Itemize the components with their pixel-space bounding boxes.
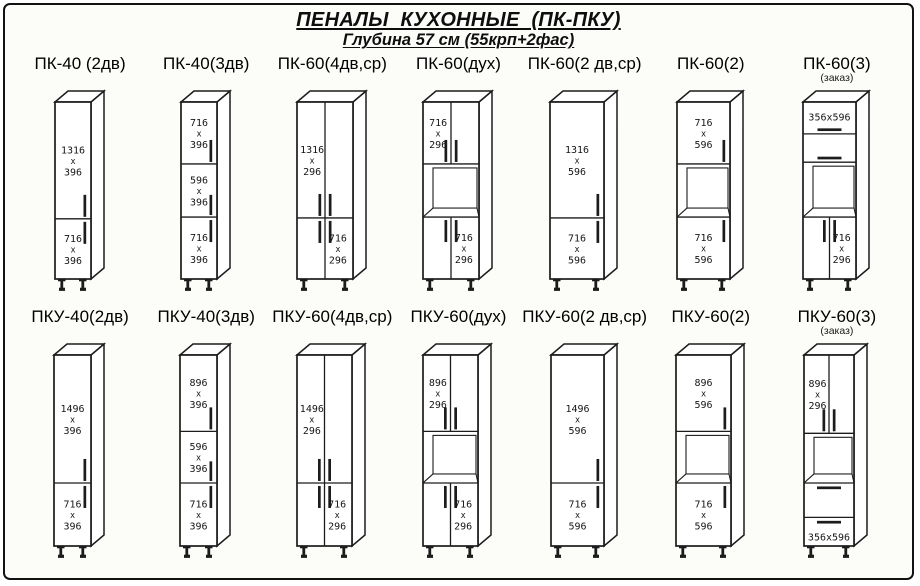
door-handle bbox=[723, 486, 726, 508]
cabinet-foot bbox=[554, 288, 560, 291]
dimension-label: 396 bbox=[63, 425, 82, 437]
dimension-label: 296 bbox=[429, 139, 448, 151]
door-handle bbox=[209, 140, 212, 162]
cabinet-top-face bbox=[423, 91, 492, 102]
cabinet-label: ПК-60(4дв,ср) bbox=[277, 53, 387, 73]
dimension-label: 1496 bbox=[565, 403, 590, 415]
dimension-label: 296 bbox=[808, 401, 827, 413]
dimension-label: 716 bbox=[189, 232, 208, 244]
cabinet-top-face bbox=[551, 344, 617, 355]
cabinet-foot bbox=[303, 548, 306, 555]
dimension-label: 896 bbox=[189, 378, 208, 390]
cabinet-foot bbox=[429, 548, 432, 555]
dimension-label: 596 bbox=[568, 255, 587, 267]
dimension-label: 1316 bbox=[60, 145, 85, 157]
dimension-label: 296 bbox=[303, 425, 322, 437]
cabinet-foot bbox=[185, 288, 191, 291]
cabinet-label-block bbox=[798, 308, 876, 341]
dimension-label: 716 bbox=[189, 117, 208, 129]
cabinet-foot bbox=[427, 555, 433, 558]
cabinet-foot bbox=[843, 555, 849, 558]
cabinet-drawing bbox=[52, 341, 108, 565]
door-handle bbox=[817, 521, 841, 524]
dimension-label: 716 bbox=[454, 499, 473, 511]
row-pk-cabinets bbox=[5, 55, 912, 298]
cabinet-label-block bbox=[34, 55, 125, 88]
cabinet-foot bbox=[426, 279, 434, 281]
cabinet-pk-60-4dv-sr bbox=[269, 55, 395, 298]
cabinet-foot bbox=[300, 546, 308, 548]
cabinet-sublabel: (заказ) bbox=[820, 71, 854, 84]
dimension-label: 396 bbox=[189, 400, 208, 412]
dimension-label: 596 bbox=[189, 442, 208, 454]
cabinet-label: ПК-60(дух) bbox=[416, 53, 501, 73]
cabinet-drawing bbox=[548, 88, 621, 298]
dimension-label: х bbox=[574, 510, 580, 521]
cabinet-foot bbox=[343, 548, 346, 555]
door-handle bbox=[444, 486, 447, 508]
cabinet-label: ПКУ-60(2 дв,ср) bbox=[522, 306, 648, 326]
dimension-label: х bbox=[815, 390, 821, 401]
cabinet-pk-60-2dv-sr bbox=[522, 55, 648, 298]
cabinet-foot bbox=[554, 546, 562, 548]
cabinet-top-face bbox=[423, 344, 491, 355]
cabinet-label: ПКУ-40(2дв) bbox=[31, 306, 129, 326]
door-handle bbox=[210, 461, 213, 481]
cabinet-foot bbox=[721, 548, 724, 555]
cabinet-label: ПКУ-60(4дв,ср) bbox=[272, 306, 393, 326]
cabinet-foot bbox=[342, 288, 348, 291]
cabinet-side-face bbox=[730, 91, 743, 279]
door-handle bbox=[444, 220, 447, 242]
dimension-label: 396 bbox=[63, 255, 82, 267]
cabinet-side-face bbox=[217, 344, 230, 546]
cabinet-pk-40-2dv bbox=[17, 55, 143, 298]
dimension-label: 716 bbox=[454, 232, 473, 244]
door-handle bbox=[723, 407, 726, 429]
dimension-label: 296 bbox=[302, 166, 321, 178]
cabinet-foot bbox=[340, 546, 348, 548]
door-handle bbox=[833, 409, 836, 431]
cabinet-foot bbox=[719, 546, 727, 548]
door-handle bbox=[210, 407, 213, 429]
cabinet-drawing bbox=[421, 88, 496, 298]
dimension-label: 716 bbox=[328, 233, 347, 245]
cabinet-side-face bbox=[217, 91, 230, 279]
cabinet-foot bbox=[341, 279, 349, 281]
dimension-label: х bbox=[196, 244, 202, 255]
dimension-label: 296 bbox=[454, 254, 473, 266]
cabinet-drawing bbox=[178, 341, 234, 565]
dimension-label: 296 bbox=[832, 254, 851, 266]
door-handle bbox=[596, 459, 599, 481]
cabinet-label: ПКУ-60(2) bbox=[671, 306, 750, 326]
cabinet-foot bbox=[720, 555, 726, 558]
cabinet-pku-60-3 bbox=[774, 308, 900, 565]
cabinet-foot bbox=[80, 288, 86, 291]
cabinet-label-block bbox=[803, 55, 870, 88]
cabinet-top-face bbox=[550, 91, 617, 102]
dimension-label: 1496 bbox=[300, 403, 325, 415]
cabinet-side-face bbox=[91, 91, 104, 279]
dimension-label: 896 bbox=[808, 379, 827, 391]
dimension-label: х bbox=[435, 389, 441, 400]
cabinet-label-block bbox=[522, 308, 647, 341]
dimension-label: 896 bbox=[694, 378, 713, 390]
dimension-label: 396 bbox=[189, 464, 208, 476]
dimension-label: 1496 bbox=[60, 403, 85, 415]
dimension-label: 716 bbox=[328, 499, 347, 511]
door-handle bbox=[209, 220, 212, 242]
dimension-label: 296 bbox=[328, 255, 347, 267]
cabinet-side-face bbox=[856, 91, 869, 279]
cabinet-foot bbox=[679, 546, 687, 548]
cabinet-foot bbox=[593, 555, 599, 558]
dimension-label: 596 bbox=[694, 139, 713, 151]
cabinet-label-block bbox=[677, 55, 744, 88]
cabinet-foot bbox=[80, 555, 86, 558]
cabinet-foot bbox=[553, 279, 561, 281]
door-handle bbox=[823, 409, 826, 431]
dimension-label: 396 bbox=[63, 521, 82, 533]
dimension-label: 356х596 bbox=[808, 532, 851, 544]
cabinet-foot bbox=[681, 548, 684, 555]
dimension-label: х bbox=[196, 129, 202, 140]
cabinet-foot bbox=[680, 279, 688, 281]
door-handle bbox=[823, 220, 826, 242]
cabinet-foot bbox=[556, 548, 559, 555]
cabinet-foot bbox=[79, 546, 87, 548]
dimension-label: 716 bbox=[832, 232, 851, 244]
cabinet-side-face bbox=[353, 91, 366, 279]
door-handle bbox=[209, 195, 212, 215]
cabinet-side-face bbox=[352, 344, 365, 546]
cabinet-pk-40-3dv bbox=[143, 55, 269, 298]
cabinet-foot bbox=[808, 555, 814, 558]
cabinet-foot bbox=[57, 546, 65, 548]
cabinet-foot bbox=[207, 281, 210, 288]
door-handle bbox=[817, 128, 841, 131]
dimension-label: 356х596 bbox=[808, 112, 851, 124]
cabinet-drawing bbox=[801, 88, 873, 298]
dimension-label: 596 bbox=[694, 254, 713, 266]
dimension-label: 296 bbox=[454, 521, 473, 533]
cabinet-top-face bbox=[677, 91, 743, 102]
cabinet-drawing bbox=[295, 88, 370, 298]
cabinet-foot bbox=[595, 281, 598, 288]
cabinet-foot bbox=[718, 279, 726, 281]
door-handle bbox=[596, 486, 599, 508]
cabinet-drawing bbox=[549, 341, 621, 565]
cabinet-top-face bbox=[297, 344, 365, 355]
dimension-label: х bbox=[196, 186, 202, 197]
cabinet-foot bbox=[205, 279, 213, 281]
page-title: ПЕНАЛЫ КУХОННЫЕ (ПК-ПКУ) bbox=[296, 9, 621, 31]
cabinet-foot bbox=[301, 288, 307, 291]
catalog-page bbox=[3, 3, 914, 580]
cabinet-drawing bbox=[53, 88, 108, 298]
cabinet-foot bbox=[810, 548, 813, 555]
cabinet-side-face bbox=[604, 91, 617, 279]
dimension-label: х bbox=[574, 244, 580, 255]
dimension-label: 396 bbox=[189, 197, 208, 209]
door-handle bbox=[329, 459, 332, 481]
cabinet-label: ПК-60(2) bbox=[677, 53, 745, 73]
cabinet-pk-60-2 bbox=[648, 55, 774, 298]
cabinet-label-block bbox=[411, 308, 507, 341]
cabinet-foot bbox=[592, 279, 600, 281]
cabinet-foot bbox=[467, 555, 473, 558]
door-handle bbox=[817, 486, 841, 489]
door-handle bbox=[318, 459, 321, 481]
cabinet-foot bbox=[184, 279, 192, 281]
cabinet-foot bbox=[186, 548, 189, 555]
dimension-label: 716 bbox=[694, 117, 713, 129]
door-handle bbox=[597, 221, 600, 243]
cabinet-foot bbox=[428, 281, 431, 288]
door-handle bbox=[210, 486, 213, 508]
cabinet-side-face bbox=[479, 91, 492, 279]
cabinet-label-block bbox=[528, 55, 642, 88]
cabinet-foot bbox=[682, 281, 685, 288]
cabinet-side-face bbox=[478, 344, 491, 546]
dimension-label: х bbox=[574, 156, 580, 167]
cabinet-foot bbox=[427, 288, 433, 291]
dimension-label: х bbox=[309, 156, 315, 167]
cabinet-sublabel: (заказ) bbox=[820, 324, 854, 337]
cabinet-foot bbox=[60, 281, 63, 288]
cabinet-foot bbox=[343, 281, 346, 288]
door-handle bbox=[83, 195, 86, 217]
cabinet-label: ПКУ-60(дух) bbox=[410, 306, 507, 326]
cabinet-label-block bbox=[416, 55, 501, 88]
dimension-label: 1316 bbox=[565, 144, 590, 156]
cabinet-foot bbox=[845, 288, 851, 291]
cabinet-foot bbox=[808, 281, 811, 288]
cabinet-foot bbox=[469, 548, 472, 555]
cabinet-side-face bbox=[91, 344, 104, 546]
dimension-label: х bbox=[309, 415, 315, 426]
door-handle bbox=[84, 486, 87, 508]
cabinet-foot bbox=[302, 281, 305, 288]
cabinet-foot bbox=[186, 281, 189, 288]
cabinet-pku-60-4dv-sr bbox=[269, 308, 395, 565]
cabinet-label: ПКУ-60(3) bbox=[797, 306, 877, 326]
cabinet-drawing bbox=[179, 88, 234, 298]
door-handle bbox=[318, 194, 321, 216]
cabinet-top-face bbox=[297, 91, 366, 102]
dimension-label: 716 bbox=[63, 233, 82, 245]
cabinet-foot bbox=[681, 288, 687, 291]
cabinet-label: ПК-40(3дв) bbox=[163, 53, 250, 73]
cabinet-drawing bbox=[421, 341, 495, 565]
dimension-label: х bbox=[196, 510, 202, 521]
cabinet-foot bbox=[81, 548, 84, 555]
door-handle bbox=[722, 140, 725, 162]
cabinet-foot bbox=[81, 281, 84, 288]
dimension-label: х bbox=[335, 244, 341, 255]
cabinet-foot bbox=[59, 288, 65, 291]
cabinet-side-face bbox=[854, 344, 867, 546]
cabinet-drawing bbox=[295, 341, 369, 565]
cabinet-label-block bbox=[31, 308, 128, 341]
cabinet-drawing bbox=[802, 341, 871, 565]
dimension-label: 296 bbox=[429, 400, 448, 412]
cabinet-foot bbox=[183, 546, 191, 548]
cabinet-pku-40-3dv bbox=[143, 308, 269, 565]
cabinet-pku-60-dux bbox=[395, 308, 521, 565]
cabinet-foot bbox=[59, 548, 62, 555]
door-handle bbox=[455, 140, 458, 162]
dimension-label: х bbox=[70, 415, 76, 426]
dimension-label: х bbox=[70, 156, 76, 167]
title-block bbox=[5, 5, 912, 50]
cabinet-foot bbox=[205, 546, 213, 548]
dimension-label: 296 bbox=[328, 521, 347, 533]
dimension-label: х bbox=[196, 389, 202, 400]
cabinet-foot bbox=[58, 555, 64, 558]
dimension-label: 716 bbox=[694, 499, 713, 511]
dimension-label: 716 bbox=[568, 233, 587, 245]
dimension-label: 396 bbox=[189, 139, 208, 151]
cabinet-pku-40-2dv bbox=[17, 308, 143, 565]
dimension-label: 396 bbox=[63, 167, 82, 179]
door-handle bbox=[318, 486, 321, 508]
dimension-label: х bbox=[461, 510, 467, 521]
cabinet-side-face bbox=[731, 344, 744, 546]
cabinet-pk-60-dux bbox=[395, 55, 521, 298]
dimension-label: х bbox=[70, 510, 76, 521]
cabinet-pku-60-2dv-sr bbox=[522, 308, 648, 565]
cabinet-foot bbox=[806, 279, 814, 281]
dimension-label: х bbox=[70, 245, 76, 256]
cabinet-foot bbox=[807, 546, 815, 548]
dimension-label: 596 bbox=[568, 521, 587, 533]
dimension-label: 896 bbox=[429, 378, 448, 390]
cabinet-foot bbox=[680, 555, 686, 558]
dimension-label: х bbox=[839, 244, 845, 255]
cabinet-foot bbox=[592, 546, 600, 548]
cabinet-foot bbox=[466, 546, 474, 548]
cabinet-foot bbox=[206, 288, 212, 291]
cabinet-label: ПК-60(2 дв,ср) bbox=[527, 53, 642, 73]
cabinet-foot bbox=[184, 555, 190, 558]
door-handle bbox=[455, 407, 458, 429]
cabinet-foot bbox=[845, 548, 848, 555]
door-handle bbox=[83, 222, 86, 244]
cabinet-foot bbox=[467, 279, 475, 281]
cabinet-foot bbox=[720, 281, 723, 288]
cabinet-foot bbox=[206, 555, 212, 558]
dimension-label: х bbox=[334, 510, 341, 521]
door-handle bbox=[722, 220, 725, 242]
cabinet-foot bbox=[593, 288, 599, 291]
cabinet-foot bbox=[469, 281, 472, 288]
cabinet-label: ПК-60(3) bbox=[803, 53, 871, 73]
dimension-label: 1316 bbox=[299, 144, 325, 156]
dimension-label: х bbox=[461, 244, 467, 255]
dimension-label: х bbox=[700, 244, 706, 255]
dimension-label: х bbox=[574, 415, 580, 426]
dimension-label: 716 bbox=[429, 117, 448, 129]
door-handle bbox=[597, 194, 600, 216]
cabinet-drawing bbox=[675, 88, 747, 298]
door-handle bbox=[84, 459, 87, 481]
cabinet-label: ПКУ-40(3дв) bbox=[157, 306, 255, 326]
page-subtitle: Глубина 57 см (55крп+2фас) bbox=[342, 31, 575, 50]
cabinet-foot bbox=[208, 548, 211, 555]
dimension-label: 716 bbox=[63, 499, 82, 511]
dimension-label: 716 bbox=[568, 499, 587, 511]
cabinet-foot bbox=[341, 555, 347, 558]
cabinet-foot bbox=[301, 555, 307, 558]
dimension-label: 596 bbox=[694, 400, 713, 412]
cabinet-pku-60-2 bbox=[648, 308, 774, 565]
cabinet-label-block bbox=[158, 308, 255, 341]
cabinet-foot bbox=[807, 288, 813, 291]
dimension-label: х bbox=[700, 129, 706, 140]
cabinet-label-block bbox=[272, 308, 392, 341]
door-handle bbox=[318, 221, 321, 243]
cabinet-foot bbox=[842, 546, 850, 548]
cabinet-foot bbox=[79, 279, 87, 281]
cabinet-label-block bbox=[672, 308, 750, 341]
cabinet-drawing bbox=[674, 341, 748, 565]
cabinet-foot bbox=[556, 281, 559, 288]
dimension-label: х bbox=[435, 129, 441, 140]
cabinet-foot bbox=[468, 288, 474, 291]
dimension-label: х bbox=[700, 389, 706, 400]
row-pku-cabinets bbox=[5, 308, 912, 565]
door-handle bbox=[817, 157, 841, 160]
cabinet-foot bbox=[426, 546, 434, 548]
door-handle bbox=[329, 194, 332, 216]
dimension-label: х bbox=[700, 510, 706, 521]
cabinet-foot bbox=[58, 279, 66, 281]
cabinet-foot bbox=[300, 279, 308, 281]
cabinet-label-block bbox=[163, 55, 249, 88]
cabinet-side-face bbox=[604, 344, 617, 546]
dimension-label: 396 bbox=[189, 521, 208, 533]
dimension-label: х bbox=[196, 453, 202, 464]
cabinet-top-face bbox=[676, 344, 744, 355]
cabinet-top-face bbox=[803, 91, 869, 102]
dimension-label: 596 bbox=[568, 425, 587, 437]
dimension-label: 596 bbox=[694, 521, 713, 533]
cabinet-foot bbox=[594, 548, 597, 555]
cabinet-foot bbox=[719, 288, 725, 291]
cabinet-foot bbox=[555, 555, 561, 558]
dimension-label: 596 bbox=[568, 166, 587, 178]
cabinet-label: ПК-40 (2дв) bbox=[34, 53, 126, 73]
dimension-label: 396 bbox=[189, 254, 208, 266]
dimension-label: 596 bbox=[189, 175, 208, 187]
cabinet-foot bbox=[846, 281, 849, 288]
cabinet-foot bbox=[844, 279, 852, 281]
dimension-label: 716 bbox=[694, 232, 713, 244]
dimension-label: 716 bbox=[189, 499, 208, 511]
cabinet-label-block bbox=[278, 55, 387, 88]
cabinet-pk-60-3 bbox=[774, 55, 900, 298]
